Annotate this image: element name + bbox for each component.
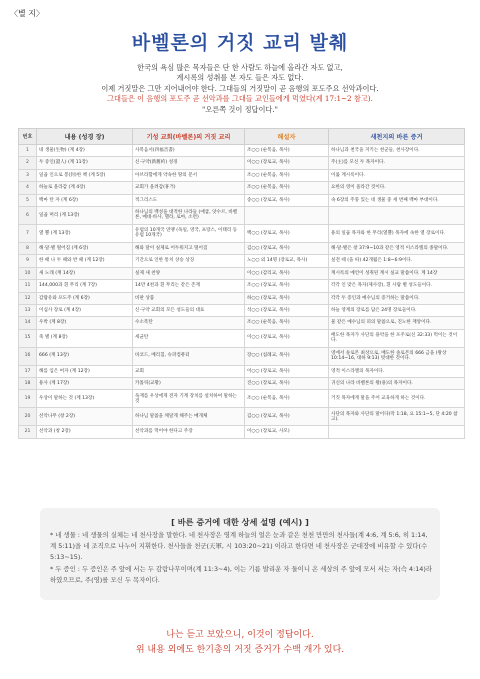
row-fake-doctrine: 하나님의 백성을 대적한 나라들 (애굽, 앗수르, 바벨론, 메대·바사, 헬라, 로마, 소련) <box>133 206 245 224</box>
evidence-title: [ 바른 증거에 대한 상세 설명 (예시) ] <box>171 517 309 527</box>
row-title: 열 뿔 (계 13장) <box>37 224 133 242</box>
row-title: 두 증인(證人) (계 11장) <box>37 157 133 169</box>
row-interpreter: 조○○ (장로교, 목사) <box>245 280 329 292</box>
row-true-testimony: 거짓 목자에게 말을 주어 교육하게 하는 것이다. <box>329 390 465 408</box>
row-fake-doctrine: 선악과를 먹어야 한다고 주장 <box>133 426 245 438</box>
row-title: 한 때 나 두 때와 반 때 (계 12장) <box>37 255 133 267</box>
table-row <box>19 169 465 181</box>
row-interpreter: 송○○ (장로교, 목사) <box>245 194 329 206</box>
header-true-testimony: 새천지의 바른 증거 <box>329 129 465 145</box>
intro-line: 이제 거짓말은 그만 지어내어야 한다. 그대들의 거짓말이 곧 음행의 포도주요 선악과이다. <box>101 83 379 93</box>
row-true-testimony: 주(主)를 모신 두 목자이다. <box>329 157 465 169</box>
row-number: 4 <box>19 182 37 194</box>
row-number: 14 <box>19 317 37 329</box>
evidence-item: * 두 증인 : 두 증인은 주 앞에 서는 두 감람나무이며(계 11:3~4), 이는 기름 발리운 자 둘이니 온 세상의 주 앞에 모서 서는 자(슥 4:14)라 하였으므로, 주(영)를 모신 두 목자이다. <box>50 565 433 585</box>
row-fake-doctrine: 기간으로 인한 통치 상승 상징 <box>133 255 245 267</box>
table-row <box>19 390 465 408</box>
row-fake-doctrine: 사복음서(四福音書) <box>133 145 245 157</box>
row-true-testimony: 계시록의 예언이 성취된 계시 실교 말씀이다. 계 14장 <box>329 267 465 279</box>
row-title: 일곱 머리 (계 13장) <box>37 206 133 224</box>
row-interpreter: 이○○ (감리교, 목사) <box>245 267 329 279</box>
row-number: 15 <box>19 329 37 347</box>
closing-line: 나는 듣고 보았으니, 이것이 정답이다. <box>166 630 314 640</box>
table-row <box>19 292 465 304</box>
row-fake-doctrine: 아브라함에게 약속한 땅의 문서 <box>133 169 245 181</box>
row-title: 죽 별 (계 8장) <box>37 329 133 347</box>
header-num: 번호 <box>19 129 37 145</box>
evidence-item: * 네 생물 : 네 생물의 실체는 네 천사장을 말한다. 네 천사장은 영계 하늘의 얼은 눈과 같은 천천 만만의 천사들(계 4:6, 계 5:6, 히 1:14, 계 5:11)을 네 조직으로 나누어 지휘한다. 천사들을 천군(天軍, 시 103:20~21) 이라고 한다면 네 천사장은 군대장에 비유할 수 있다(수 5:13~15). <box>50 531 428 561</box>
row-true-testimony: 영에서 솔로몬 최상으로, 배도한 솔로몬의 666 금을 (왕상 10:14~16, 대하 9:13) 빗대한 것이다. <box>329 347 465 365</box>
table-header-row <box>19 129 465 145</box>
row-fake-doctrine: 교회가 올려감(휴거) <box>133 182 245 194</box>
row-number: 2 <box>19 157 37 169</box>
row-fake-doctrine: 교회 <box>133 365 245 377</box>
row-fake-doctrine: 해와 달이 실제로 어두워지고 떨어짐 <box>133 242 245 254</box>
row-interpreter: 조○○ (순복음, 목사) <box>245 169 329 181</box>
row-true-testimony: 각각 인 맞은 목자(제사장), 흰 사람 별 성도들이다. <box>329 280 465 292</box>
row-number: 10 <box>19 267 37 279</box>
row-true-testimony: 영적 이스라엘의 목자이다. <box>329 365 465 377</box>
intro-paragraph <box>40 63 440 115</box>
row-interpreter: 조○○ (순복음, 목사) <box>245 182 329 194</box>
table-row <box>19 408 465 426</box>
row-true-testimony <box>329 426 465 438</box>
header-title: 내용 (성경 장) <box>37 129 133 145</box>
row-fake-doctrine: 유럽의 10개국 연맹 (독일, 영국, 프랑스, 이태리 등 유럽 10개국) <box>133 224 245 242</box>
row-true-testimony: 각각 두 증인과 예수님의 증거하는 말씀이다. <box>329 292 465 304</box>
row-fake-doctrine: 실제 새 찬양 <box>133 267 245 279</box>
row-number: 9 <box>19 255 37 267</box>
row-number: 1 <box>19 145 37 157</box>
row-true-testimony: 속 6장의 주풍 있는 네 생물 중 세 번째 백마 부대이다. <box>329 194 465 206</box>
table-row <box>19 267 465 279</box>
row-interpreter: 이○○ (장로교, 사모) <box>245 426 329 438</box>
closing-line: 위 내용 외에도 한기총의 거짓 증거가 수백 개가 있다. <box>135 645 345 655</box>
row-title: 해·달·별 떨어짐 (계 6장) <box>37 242 133 254</box>
row-title: 네 생물(生物) (계 4장) <box>37 145 133 157</box>
row-true-testimony: 실전 떼 (을 따) 42개월은 1:8~6:9이다. <box>329 255 465 267</box>
row-interpreter <box>245 206 329 224</box>
row-title: 144,000과 흰 무리 (계 7장) <box>37 280 133 292</box>
row-interpreter: 진○○ (장로교, 목사) <box>245 378 329 390</box>
row-true-testimony: 귀신의 나라 바벨론의 왕(용)의 목자이다. <box>329 378 465 390</box>
page-title: 바벨론의 거짓 교리 발췌 <box>131 32 349 54</box>
table-row <box>19 224 465 242</box>
header-interpreter: 해설자 <box>245 129 329 145</box>
table-row <box>19 145 465 157</box>
row-fake-doctrine: 바코드, 베리칩, 슈퍼컴퓨터 <box>133 347 245 365</box>
row-interpreter: 조○○ (순복음, 목사) <box>245 390 329 408</box>
doctrine-table <box>18 128 465 439</box>
row-title: 백마 탄 자 (계 6장) <box>37 194 133 206</box>
row-number: 3 <box>19 169 37 181</box>
row-number: 21 <box>19 426 37 438</box>
row-fake-doctrine: 하나님 말씀을 깨달게 해주는 매개체 <box>133 408 245 426</box>
intro-line: "오른쪽 것이 정답이다." <box>202 104 278 114</box>
table-row <box>19 242 465 254</box>
row-true-testimony: 배도한 목자가 사단의 용약을 한 포주로(신 32:33) 먹이는 것이다. <box>329 329 465 347</box>
row-interpreter: 백○○ (장로교, 목사) <box>245 224 329 242</box>
table-row <box>19 194 465 206</box>
row-title: 우상이 말하는 것 (계 13장) <box>37 390 133 408</box>
row-fake-doctrine: 카톨릭(교황) <box>133 378 245 390</box>
row-title: 일곱 인으로 봉(封)한 책 (계 5장) <box>37 169 133 181</box>
row-title: 우박 (계 8장) <box>37 317 133 329</box>
row-number: 17 <box>19 365 37 377</box>
row-title: 선악과 (창 2장) <box>37 426 133 438</box>
row-number: 12 <box>19 292 37 304</box>
row-fake-doctrine: 세균탄 <box>133 329 245 347</box>
row-true-testimony: 해·달·별은 창 37:9~10과 같은 영적 이스라엘의 종말이다. <box>329 242 465 254</box>
table-row <box>19 182 465 194</box>
row-true-testimony: 물 같은 예수님의 피의 말씀으로, 진노한 재앙이다. <box>329 317 465 329</box>
row-true-testimony: 용의 일곱 목자와 한 무리(열뿔) 목자에 속한 열 장로이다. <box>329 224 465 242</box>
row-fake-doctrine: 수소폭탄 <box>133 317 245 329</box>
row-number: 11 <box>19 280 37 292</box>
intro-line: 계시록의 성취를 본 자도 들은 자도 없다. <box>176 73 304 83</box>
row-interpreter: 노○○ 외 14명 (장로교, 목사) <box>245 255 329 267</box>
row-interpreter: 조○○ (순복음, 목사) <box>245 317 329 329</box>
row-number: 20 <box>19 408 37 426</box>
row-title: 해를 입은 여자 (계 12장) <box>37 365 133 377</box>
closing-statement <box>0 628 480 658</box>
row-interpreter: 조○○ (순복음, 목사) <box>245 145 329 157</box>
row-number: 16 <box>19 347 37 365</box>
row-number: 13 <box>19 304 37 316</box>
row-title: 하늘로 올라감 (계 4장) <box>37 182 133 194</box>
row-interpreter: 김○○ (장로교, 목사) <box>245 242 329 254</box>
row-title: 새 노래 (계 14장) <box>37 267 133 279</box>
row-fake-doctrine: 신·구약(新舊約) 성경 <box>133 157 245 169</box>
row-interpreter: 석○○ (장로교, 목사) <box>245 304 329 316</box>
row-fake-doctrine: 비판 상품 <box>133 292 245 304</box>
evidence-text <box>50 530 434 588</box>
row-title: 선악나무 (창 2장) <box>37 408 133 426</box>
table-row <box>19 365 465 377</box>
row-true-testimony: 요한의 영이 올라간 것이다. <box>329 182 465 194</box>
row-number: 7 <box>19 224 37 242</box>
row-fake-doctrine: 신·구약 교회의 모든 성도들의 대표 <box>133 304 245 316</box>
row-title: 감람유와 포도주 (계 6장) <box>37 292 133 304</box>
table-row <box>19 304 465 316</box>
table-row <box>19 255 465 267</box>
row-number: 18 <box>19 378 37 390</box>
row-true-testimony: 이룰 계시록이다. <box>329 169 465 181</box>
table-row <box>19 280 465 292</box>
row-title: 666 (계 13장) <box>37 347 133 365</box>
row-true-testimony: 사단의 목자와 사단의 말이다(막 1:18, 요 15:1~5, 단 4:20 참고). <box>329 408 465 426</box>
row-interpreter: 장○○ (침례교, 목사) <box>245 347 329 365</box>
row-number: 6 <box>19 206 37 224</box>
intro-line: 한국의 욕심 많은 목자들은 단 한 사람도 하늘에 올라간 자도 없고, <box>137 63 343 72</box>
row-interpreter: 김○○ (장로교, 목사) <box>245 408 329 426</box>
table-row <box>19 317 465 329</box>
table-row <box>19 426 465 438</box>
row-fake-doctrine: 14만 4천과 흰 무리는 같은 존재 <box>133 280 245 292</box>
appendix-tag: 〈별 지〉 <box>10 9 44 18</box>
table-row <box>19 157 465 169</box>
table-row <box>19 378 465 390</box>
row-interpreter: 이○○ (장로교, 목사) <box>245 365 329 377</box>
row-fake-doctrine: 적그리스도 <box>133 194 245 206</box>
table-row <box>19 329 465 347</box>
row-true-testimony <box>329 206 465 224</box>
row-interpreter: 하○○ (장로교, 목사) <box>245 292 329 304</box>
row-fake-doctrine: 독재를 우상에게 전자 기계 장치를 설치하여 말하는 것 <box>133 390 245 408</box>
row-number: 5 <box>19 194 37 206</box>
intro-line-highlight: 그대들은 이 음행의 포도주 곧 선악과를 그대들 교인들에게 먹였다(계 17:1~2 참고). <box>107 94 373 104</box>
table-row <box>19 347 465 365</box>
row-title: 용사 (계 17장) <box>37 378 133 390</box>
row-title: 이십사 장로 (계 4장) <box>37 304 133 316</box>
row-number: 8 <box>19 242 37 254</box>
row-true-testimony: 하나님과 천국을 지키는 천군들, 천사장이다. <box>329 145 465 157</box>
header-fake-doctrine: 기성 교회(바벨론)의 거짓 교리 <box>133 129 245 145</box>
table-row <box>19 206 465 224</box>
row-true-testimony: 하늘 영계의 장로를 담은 24명 장로들이다. <box>329 304 465 316</box>
row-interpreter: 이○○ (장로교, 목사) <box>245 157 329 169</box>
row-number: 19 <box>19 390 37 408</box>
row-interpreter: 이○○ (장로교, 목사) <box>245 329 329 347</box>
